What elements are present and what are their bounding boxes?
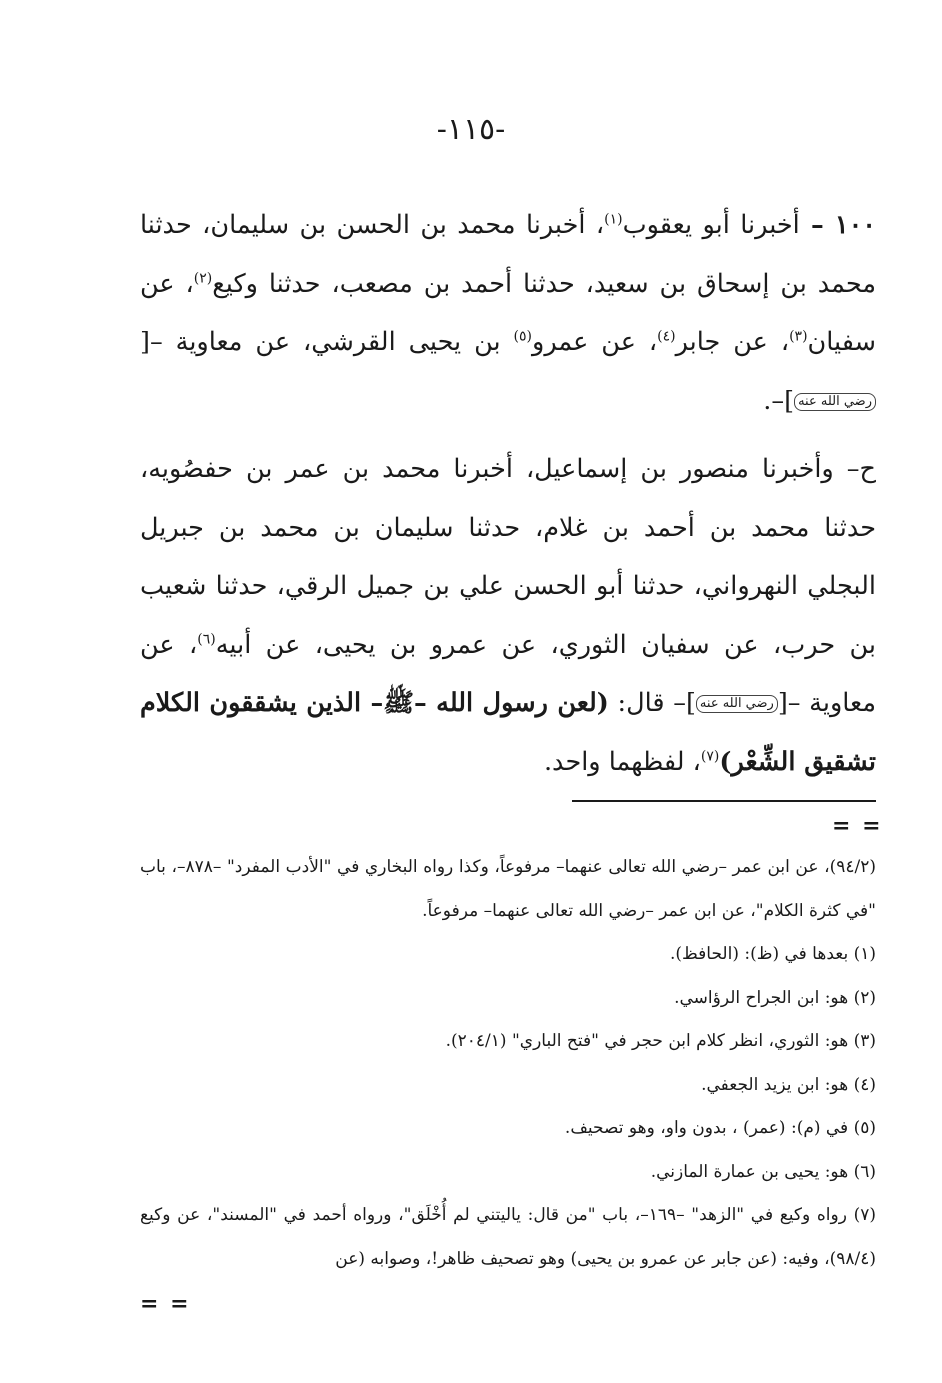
footnote-ref-7[interactable]: (٧) bbox=[700, 748, 720, 764]
footnote-1: (١) بعدها في (ظ): (الحافظ). bbox=[669, 944, 876, 964]
text-segment: ، لفظهما واحد. bbox=[543, 746, 701, 777]
text-segment: ، عن عمرو bbox=[532, 327, 658, 357]
narration-number: ١٠٠ bbox=[834, 210, 876, 240]
footnote-2: (٢) هو: ابن الجراح الرؤاسي. bbox=[674, 987, 876, 1008]
footnote-ref-3[interactable]: (٣) bbox=[789, 328, 808, 345]
footnote-continued: (٩٤/٢)، عن ابن عمر –رضي الله تعالى عنهما– مرفوعاً، وكذا رواه البخاري في "الأدب المفرد" –٨٧٨–، باب "في كثرة الكلام"، عن ابن عمر –رضي الله تعالى عنهما– مرفوعاً. bbox=[140, 857, 876, 921]
footnote-ref-6[interactable]: (٦) bbox=[197, 631, 216, 647]
text-segment: ]–. bbox=[763, 385, 795, 416]
footnotes bbox=[140, 846, 876, 1281]
text-segment: ، عن سفيان bbox=[140, 268, 876, 357]
narration-paragraph-2 bbox=[140, 440, 876, 791]
text-segment: ، عن معاوية –[ bbox=[140, 629, 876, 718]
footnote-7: (٧) رواه وكيع في "الزهد" –١٦٩–، باب "من قال: ياليتني لم أُخْلَق"، ورواه أحمد في "المسند"، عن وكيع (٩٨/٤)، وفيه: (عن جابر عن عمرو بن يحيى) وهو تصحيف ظاهر!، وصوابه (عن bbox=[140, 1205, 876, 1269]
footnote-ref-1[interactable]: (١) bbox=[604, 211, 623, 228]
continuation-mark-top: = = bbox=[832, 813, 883, 839]
main-text bbox=[140, 196, 876, 791]
footnote-separator bbox=[572, 800, 876, 802]
page-number: -١١٥- bbox=[436, 112, 506, 147]
continuation-mark-bottom: = = bbox=[140, 1291, 191, 1317]
narration-dash: – bbox=[799, 210, 835, 240]
footnote-ref-4[interactable]: (٤) bbox=[657, 328, 676, 345]
narration-paragraph-1 bbox=[140, 196, 876, 430]
salawat-glyph: ﷺ bbox=[383, 688, 415, 718]
text-segment: أخبرنا أبو يعقوب bbox=[622, 210, 800, 240]
text-segment: ح– وأخبرنا منصور بن إسماعيل، أخبرنا محمد بن عمر بن حفصُويه، حدثنا محمد بن أحمد بن غلام، حدثنا سليمان بن محمد بن جبريل البجلي النهرواني، حدثنا أبو الحسن علي بن جميل الرقي، حدثنا شعيب بن حرب، عن سفيان الثوري، عن عمرو بن يحيى، عن أبيه bbox=[140, 454, 876, 660]
honorific-glyph: رضي الله عنه bbox=[696, 695, 778, 713]
hadith-text: – الذين يشققون الكلام تشقيق الشِّعْر) bbox=[140, 688, 876, 777]
footnote-4: (٤) هو: ابن يزيد الجعفي. bbox=[701, 1074, 876, 1095]
honorific-glyph: رضي الله عنه bbox=[794, 393, 876, 411]
footnote-3: (٣) هو: الثوري، انظر كلام ابن حجر في "فتح الباري" (٢٠٤/١). bbox=[445, 1031, 876, 1051]
text-segment: ، عن جابر bbox=[675, 327, 790, 357]
text-segment: ]– قال: bbox=[608, 688, 696, 718]
footnote-6: (٦) هو: يحيى بن عمارة المازني. bbox=[650, 1161, 876, 1182]
hadith-text: (لعن رسول الله – bbox=[414, 688, 609, 718]
footnote-ref-5[interactable]: (٥) bbox=[513, 328, 533, 345]
text-segment: بن يحيى القرشي، عن معاوية –[ bbox=[140, 327, 514, 357]
footnote-5: (٥) في (م): (عمر) ، بدون واو، وهو تصحيف. bbox=[564, 1118, 876, 1138]
text-segment: ، أخبرنا محمد بن الحسن بن سليمان، حدثنا محمد بن إسحاق بن سعيد، حدثنا أحمد بن مصعب، حدثنا وكيع bbox=[140, 210, 876, 299]
footnote-ref-2[interactable]: (٢) bbox=[193, 270, 213, 286]
